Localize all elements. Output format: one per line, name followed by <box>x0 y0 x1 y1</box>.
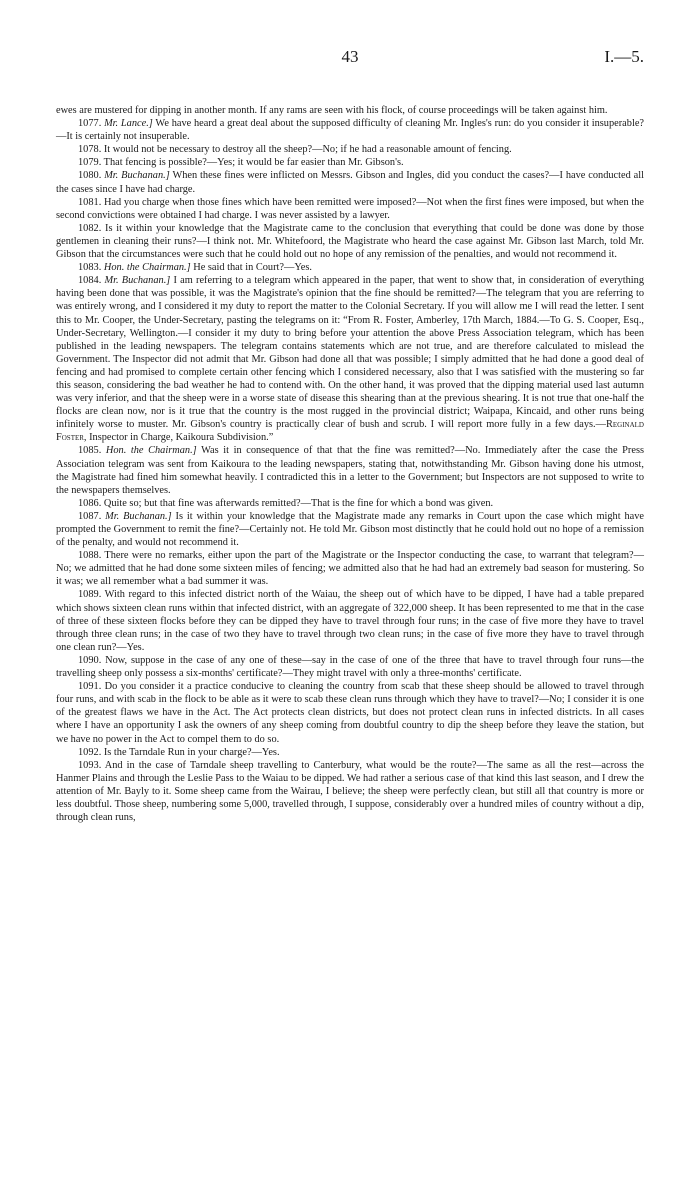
question-number: 1091. <box>78 681 102 693</box>
speaker-name: Hon. the Chairman.] <box>105 445 197 457</box>
paragraph <box>56 274 644 444</box>
paragraph <box>56 549 644 588</box>
speaker-name: Mr. Buchanan.] <box>105 510 172 522</box>
question-number: 1090. <box>78 654 102 666</box>
question-number: 1093. <box>78 759 102 771</box>
paragraph-text: Had you charge when those fines which have been remitted were imposed?—Not when the first fines were imposed, but when the second convictions were obtained I had charge. I was never assisted by a lawyer. <box>56 196 644 221</box>
paragraph-text: It would not be necessary to destroy all the sheep?—No; if he had a reasonable amount of fencing. <box>101 144 512 156</box>
paragraph <box>56 261 644 274</box>
paragraph-text: We have heard a great deal about the supposed difficulty of cleaning Mr. Ingles's run: do you consider it insuperable?—It is certainly not insuperable. <box>56 118 645 143</box>
paragraph <box>56 680 644 745</box>
question-number: 1077. <box>78 118 102 130</box>
paragraph <box>56 222 644 261</box>
paragraph-text: Is it within your knowledge that the Magistrate made any remarks in Court upon the case which might have prompted the Government to remit the fine?—Certainly not. He told Mr. Gibson most distinctly that he could hold out no hope of a remission of the penalty, and would not recommend it. <box>56 510 644 549</box>
paragraph <box>56 746 644 759</box>
signature-name: Reginald Foster <box>56 419 644 444</box>
page-header <box>56 47 644 71</box>
document-reference: I.—5. <box>604 47 644 66</box>
paragraph-text: With regard to this infected district north of the Waiau, the sheep out of which have to be dipped, I have had a table prepared which shows sixteen clean runs within that infected district, with an aggregate of 322,000 sheep. It has been represented to me that in the case of three of these sixteen flocks before they can be dipped they have to travel through four runs; in the case of five more they have to travel through three clean runs; in the case of two they have to travel through two clean runs; in the case of five more they have to travel through one clean run?—Yes. <box>56 589 644 653</box>
paragraph-text: Is the Tarndale Run in your charge?—Yes. <box>101 746 280 758</box>
paragraph <box>56 497 644 510</box>
paragraph <box>56 759 644 824</box>
paragraph <box>56 169 644 195</box>
paragraph-text: And in the case of Tarndale sheep travelling to Canterbury, what would be the route?—The same as all the rest—across the Hanmer Plains and through the Leslie Pass to the Waiau to be dipped. We had rather a serious case of that kind this last season, and I drew the attention of Mr. Bayly to it. Some sheep came from the Wairau, I believe; the sheep were perfectly clean, but still all that country is more or less doubtful. Those sheep, numbering some 5,000, travelled through, I suppose, considerably over a hundred miles of country without a dip, through clean runs, <box>56 759 644 824</box>
paragraph-text: Do you consider it a practice conducive to cleaning the country from scab that these sheep should be allowed to travel through four runs, and with scab in the flock to be able as it were to scab these clean runs through which they have to travel?—No; I consider it is one of the greatest flaws we have in the Act. The Act protects clean districts, but does not protect clean runs in infected districts. In all cases where I have an opportunity I ask the owners of any sheep coming from doubtful country to dip the sheep before they leave the station, but we have no power in the Act to compel them to do so. <box>56 681 644 745</box>
question-number: 1084. <box>78 275 102 287</box>
paragraph-text: Was it in consequence of that that the fine was remitted?—No. Immediately after the case the Press Association telegram was sent from Kaikoura to the leading newspapers, stating that, notwithstanding Mr. Gibson having done his utmost, the Magistrate had fined him somewhat heavily. I contradicted this in a letter to the Government; but Inspectors are not supposed to write to the newspapers themselves. <box>56 445 644 496</box>
speaker-name: Mr. Lance.] <box>104 118 153 130</box>
paragraph <box>56 444 644 496</box>
question-number: 1083. <box>78 262 102 274</box>
question-number: 1081. <box>78 196 102 208</box>
paragraph <box>56 588 644 653</box>
speaker-name: Mr. Buchanan.] <box>104 170 170 182</box>
question-number: 1080. <box>78 170 102 182</box>
paragraph <box>56 156 644 169</box>
question-number: 1086. <box>78 497 102 509</box>
question-number: 1085. <box>78 445 102 457</box>
paragraph <box>56 117 644 143</box>
paragraph-text: Quite so; but that fine was afterwards remitted?—That is the fine for which a bond was given. <box>101 497 494 509</box>
question-number: 1089. <box>78 589 102 601</box>
paragraph <box>56 143 644 156</box>
paragraph <box>56 510 644 549</box>
paragraph <box>56 104 644 117</box>
page-number: 43 <box>341 47 359 66</box>
speaker-name: Hon. the Chairman.] <box>103 262 191 274</box>
question-number: 1082. <box>78 222 102 234</box>
question-number: 1079. <box>78 157 102 169</box>
paragraph-text: There were no remarks, either upon the part of the Magistrate or the Inspector conducting the case, to warrant that telegram?—No; we admitted that he had done some sixteen miles of fencing; we admitted also that he had had an extremely bad season for mustering. So it was; we all remember what a bad summer it was. <box>56 550 644 588</box>
paragraph <box>56 654 644 680</box>
question-number: 1088. <box>78 550 102 562</box>
paragraph-text: When these fines were inflicted on Messrs. Gibson and Ingles, did you conduct the cases?—I have conducted all the cases since I have had charge. <box>56 170 645 195</box>
question-number: 1087. <box>78 510 102 522</box>
body-text <box>56 104 644 824</box>
question-number: 1092. <box>78 746 102 758</box>
paragraph-text: That fencing is possible?—Yes; it would be far easier than Mr. Gibson's. <box>101 157 404 169</box>
paragraph-text: Now, suppose in the case of any one of these—say in the case of one of the three that have to travel through four runs—the travelling sheep only possess a six-months' certificate?—They might travel with only a three-months' certificate. <box>56 654 644 680</box>
speaker-name: Mr. Buchanan.] <box>104 275 171 287</box>
paragraph <box>56 196 644 222</box>
paragraph-text: Is it within your knowledge that the Magistrate came to the conclusion that everything that could be done was done by those gentlemen in cleaning their runs?—I think not. Mr. Whitefoord, the Magistrate who heard the case against Mr. Gibson last March, told Mr. Gibson that the circumstances were such that he could hold out no hope of any remission of the penalties, and would not recommend it. <box>56 222 644 261</box>
signature-title: , Inspector in Charge, Kaikoura Subdivision.” <box>83 432 274 444</box>
paragraph-text: I am referring to a telegram which appeared in the paper, that went to show that, in consideration of everything having been done that was possible, it was the Magistrate's opinion that the fine should be remitted?—The telegram that you are referring to was entirely wrong, and I considered it my duty to report the matter to the Colonial Secretary. If you will allow me I will read the letter. I sent this to Mr. Cooper, the Under-Secretary, pasting the telegrams on it: “From R. Foster, Amberley, 17th March, 1884.—To G. S. Cooper, Esq., Under-Secretary, Wellington.—I consider it my duty to bring before your attention the above Press Association telegram, which has been published in the leading newspapers. The telegram contains statements which are not true, and are therefore calculated to mislead the Government. The Inspector did not admit that Mr. Gibson had done all that was possible; I simply admitted that he had done a good deal of fencing and had promised to complete certain other fencing which I considered necessary, also that I was satisfied with the mustering so far this season, considering the bad weather he had to contend with. On the other hand, it was proved that the dipping material used last autumn was very inferior, and that the sheep were in a worse state of disease this shearing than at the previous shearing. It is not true that one-half the flocks are clean now, nor is it true that the country is the most rugged in the provincial district; Waipapa, Kincaid, and other runs being infinitely worse to muster. Mr. Gibson's country is practically clear of bush and scrub. I will report more fully in a few days.— <box>56 275 645 431</box>
question-number: 1078. <box>78 144 102 156</box>
paragraph-text: ewes are mustered for dipping in another month. If any rams are seen with his flock, of course proceedings will be taken against him. <box>56 105 608 116</box>
paragraph-text: He said that in Court?—Yes. <box>190 262 312 274</box>
